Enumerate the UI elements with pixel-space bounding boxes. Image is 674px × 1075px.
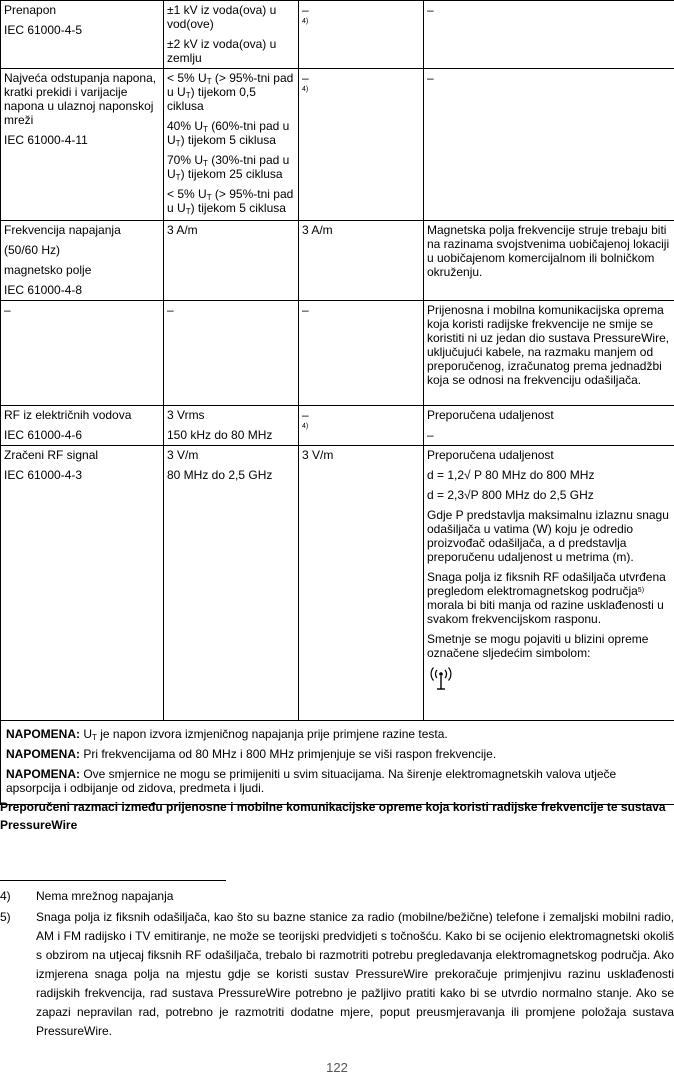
compliance-cell: – — [299, 301, 424, 406]
page-number: 122 — [0, 1060, 674, 1075]
test-cell: Najveća odstupanja napona, kratki prekidi i varijacije napona u ulaznoj naponskoj mreži IEC 61000-4-11 — [1, 69, 164, 221]
note: NAPOMENA: Pri frekvencijama od 80 MHz i 800 MHz primjenjuje se viši raspon frekvencije. — [6, 747, 669, 761]
guidance-cell: – — [424, 69, 674, 221]
compliance-cell: – 4) — [299, 406, 424, 446]
table-row — [1, 69, 674, 221]
level-cell: < 5% $U_T$ (> 95%-tni pad u $U_T$) tijekom 0,5 ciklusa 40% $U_T$ (60%-tni pad u $U_T$) tijekom 5 ciklusa 70% $U_T$ (30%-tni pad u $U_T$) tijekom 25 ciklusa < 5% $U_T$ (> 95%-tni pad u $U_T$) tijekom 5 ciklusa — [164, 69, 299, 221]
level-cell: ±1 kV iz voda(ova) u vod(ove) ±2 kV iz voda(ova) u zemlju — [164, 1, 299, 69]
non-ionizing-radiation-icon — [427, 666, 455, 692]
notes-row — [1, 721, 674, 805]
level-cell: 3 A/m — [164, 221, 299, 301]
footnote-divider — [0, 880, 226, 881]
guidance-cell: Prijenosna i mobilna komunikacijska oprema koja koristi radijske frekvencije ne smije se koristiti ni uz jedan dio sustava PressureWire, uključujući kabele, na razmaku manjem od preporučenog, izračunatog prema jednadžbi koja se odnosi na frekvenciju odašiljača. — [424, 301, 674, 406]
footnote-ref: 4) — [302, 17, 420, 27]
footnote: 4) Nema mrežnog napajanja — [0, 887, 674, 906]
distance-formula-1: d = 1,2√ P 80 MHz do 800 MHz — [427, 468, 671, 482]
notes-cell — [1, 721, 674, 805]
test-cell: Frekvencija napajanja (50/60 Hz) magnetsko polje IEC 61000-4-8 — [1, 221, 164, 301]
test-cell: Prenapon IEC 61000-4-5 — [1, 1, 164, 69]
footnote: 5) Snaga polja iz fiksnih odašiljača, kao što su bazne stanice za radio (mobilne/bežične) telefone i zemaljski mobilni radio, AM i FM radijsko i TV emitiranje, ne može se teorijski predvidjeti s točnošću. Kako bi se ocijenio elektromagnetski okoliš s obzirom na utjecaj fiksnih RF odašiljača, trebalo bi razmotriti potrebu pregledavanja elektromagnetskog područja. Ako izmjerena snaga polja na mjestu gdje se koristi sustav PressureWire prekoračuje primjenjivu razinu usklađenosti radijskih frekvencija, rad sustava PressureWire potrebno je pažljivo pratiti kako bi se utvrdio normalno stanje. Ako se zapazi nepravilan rad, potrebno je razmotriti dodatne mjere, poput preusmjeravanja ili promjene položaja sustava PressureWire. — [0, 908, 674, 1041]
distance-formula-2: d = 2,3√P 800 MHz do 2,5 GHz — [427, 488, 671, 502]
footnote-ref: 4) — [302, 85, 420, 95]
section-heading: Preporučeni razmaci između prijenosne i mobilne komunikacijske opreme koja koristi radijske frekvencije te sustava PressureWire — [0, 798, 670, 834]
footnote-ref: 4) — [302, 422, 420, 432]
guidance-cell: Preporučena udaljenost – — [424, 406, 674, 446]
level-cell: 3 V/m 80 MHz do 2,5 GHz — [164, 446, 299, 721]
test-cell: RF iz električnih vodova IEC 61000-4-6 — [1, 406, 164, 446]
guidance-cell: – — [424, 1, 674, 69]
guidance-cell: Preporučena udaljenost d = 1,2√ P 80 MHz do 800 MHz d = 2,3√P 800 MHz do 2,5 GHz Gdje P predstavlja maksimalnu izlaznu snagu odašiljača u vatima (W) koju je odredio proizvođač odašiljača, a d predstavlja preporučenu udaljenost u metrima (m). Snaga polja iz fiksnih RF odašiljača utvrđena pregledom elektromagnetskog područja$^{5)}$ morala bi biti manja od razine usklađenosti u svakom frekvencijskom rasponu. Smetnje se mogu pojaviti u blizini opreme označene sljedećim simbolom: — [424, 446, 674, 721]
note: NAPOMENA: $U_T$ je napon izvora izmjeničnog napajanja prije primjene razine testa. — [6, 727, 669, 741]
table-row — [1, 301, 674, 406]
compliance-cell: 3 V/m — [299, 446, 424, 721]
compliance-cell: – 4) — [299, 69, 424, 221]
note: NAPOMENA: Ove smjernice ne mogu se primijeniti u svim situacijama. Na širenje elektromagnetskih valova utječe apsorpcija i odbijanje od zidova, predmeta i ljudi. — [6, 767, 669, 795]
table-row — [1, 446, 674, 721]
compliance-cell: 3 A/m — [299, 221, 424, 301]
level-cell: – — [164, 301, 299, 406]
table-row — [1, 1, 674, 69]
table-row — [1, 406, 674, 446]
test-cell: Zračeni RF signal IEC 61000-4-3 — [1, 446, 164, 721]
test-cell: – — [1, 301, 164, 406]
level-cell: 3 Vrms 150 kHz do 80 MHz — [164, 406, 299, 446]
table-row — [1, 221, 674, 301]
compliance-cell: – 4) — [299, 1, 424, 69]
guidance-cell: Magnetska polja frekvencije struje trebaju biti na razinama svojstvenima uobičajenoj lokaciji u uobičajenom komercijalnom ili bolničkom okruženju. — [424, 221, 674, 301]
footnote-ref: 5) — [638, 587, 644, 594]
